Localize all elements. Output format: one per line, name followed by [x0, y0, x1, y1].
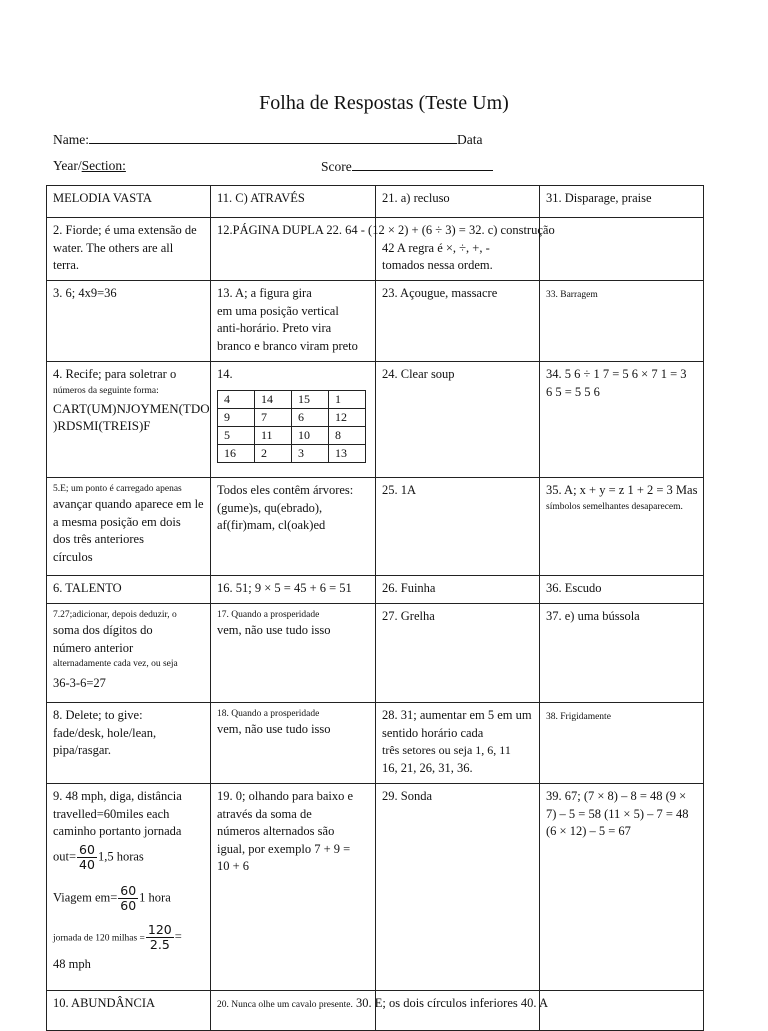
square-cell: 11 [255, 426, 292, 444]
answer-23: 23. Açougue, massacre [376, 281, 540, 362]
square-cell: 6 [292, 408, 329, 426]
square-cell: 15 [292, 390, 329, 408]
fraction: $\frac{60}{60}$ [120, 882, 137, 913]
answer-25: 25. 1A [376, 478, 540, 576]
answer-20-30-40: 20. Nunca olhe um cavalo presente. 30. E; os dois círculos inferiores 40. A [211, 991, 376, 1031]
empty-cell [540, 991, 704, 1031]
square-cell: 8 [329, 426, 366, 444]
answer-36: 36. Escudo [540, 576, 704, 604]
square-cell: 13 [329, 444, 366, 462]
answer-9: 9. 48 mph, diga, distância travelled=60miles each caminho portanto jornada out= $\frac{60}{40}$ 1,5 horas Viagem em= $\frac{60}{60}$ 1 hora jornada de 120 milhas = $\frac{120}{2.5}$ = 48 mph [47, 784, 211, 991]
square-cell: 3 [292, 444, 329, 462]
magic-square [217, 390, 366, 463]
answer-11: 11. C) ATRAVÉS [211, 186, 376, 218]
name-field [53, 131, 482, 148]
answer-6: 6. TALENTO [47, 576, 211, 604]
year-section-field [53, 158, 126, 174]
score-field [321, 158, 493, 175]
grid-row-8 [47, 703, 704, 784]
square-cell: 4 [218, 390, 255, 408]
answer-27: 27. Grelha [376, 604, 540, 703]
answer-15: Todos eles contêm árvores: (gume)s, qu(ebrado), af(fir)mam, cl(oak)ed [211, 478, 376, 576]
square-cell: 5 [218, 426, 255, 444]
square-cell: 2 [255, 444, 292, 462]
answer-33: 33. Barragem [540, 281, 704, 362]
page-title: Folha de Respostas (Teste Um) [259, 92, 509, 114]
answer-29: 29. Sonda [376, 784, 540, 991]
square-cell: 16 [218, 444, 255, 462]
square-cell: 10 [292, 426, 329, 444]
answer-12-22-32: 12.PÁGINA DUPLA 22. 64 - (12 × 2) + (6 ÷ 3) = 32. c) construção [211, 218, 376, 281]
answer-4: 4. Recife; para soletrar o números da seguinte forma: CART(UM)NJOYMEN(TDO )RDSMI(TREIS)F [47, 362, 211, 478]
answer-19: 19. 0; olhando para baixo e através da soma de números alternados são igual, por exemplo 7 + 9 = 10 + 6 [211, 784, 376, 991]
answer-35: 35. A; x + y = z 1 + 2 = 3 Mas símbolos semelhantes desaparecem. [540, 478, 704, 576]
answer-7: 7.27;adicionar, depois deduzir, o soma dos dígitos do número anterior alternadamente cada vez, ou seja 36-3-6=27 [47, 604, 211, 703]
answer-grid [46, 185, 704, 1031]
grid-row-5 [47, 478, 704, 576]
grid-row-1 [47, 186, 704, 218]
name-underline [89, 131, 457, 144]
fraction: $\frac{60}{40}$ [79, 841, 95, 872]
section-label: Section: [81, 158, 126, 173]
answer-39: 39. 67; (7 × 8) – 8 = 48 (9 × 7) – 5 = 58 (11 × 5) – 7 = 48 (6 × 12) – 5 = 67 [540, 784, 704, 991]
answer-14: 14. 4 14 15 1 9 7 6 12 5 11 10 8 16 2 3 13 [211, 362, 376, 478]
square-cell: 14 [255, 390, 292, 408]
grid-row-9 [47, 784, 704, 991]
grid-row-2 [47, 218, 704, 281]
answer-3: 3. 6; 4x9=36 [47, 281, 211, 362]
grid-row-4 [47, 362, 704, 478]
score-label: Score [321, 159, 352, 174]
empty-cell [540, 218, 704, 281]
answer-28: 28. 31; aumentar em 5 em um sentido horário cada três setores ou seja 1, 6, 11 16, 21, 26, 31, 36. [376, 703, 540, 784]
answer-17: 17. Quando a prosperidade vem, não use tudo isso [211, 604, 376, 703]
fraction: $\frac{120}{2.5}$ [147, 921, 172, 952]
answer-8: 8. Delete; to give: fade/desk, hole/lean, pipa/rasgar. [47, 703, 211, 784]
score-underline [352, 158, 493, 171]
date-label: Data [457, 132, 483, 147]
square-cell: 12 [329, 408, 366, 426]
answer-26: 26. Fuinha [376, 576, 540, 604]
square-cell: 9 [218, 408, 255, 426]
answer-24: 24. Clear soup [376, 362, 540, 478]
answer-1: MELODIA VASTA [47, 186, 211, 218]
answer-42: 42 A regra é ×, ÷, +, - tomados nessa ordem. [376, 218, 540, 281]
answer-5: 5.E; um ponto é carregado apenas avançar quando aparece em le a mesma posição em dois dos três anteriores círculos [47, 478, 211, 576]
grid-row-3 [47, 281, 704, 362]
answer-38: 38. Frigidamente [540, 703, 704, 784]
answer-13: 13. A; a figura gira em uma posição vertical anti-horário. Preto vira branco e branco viram preto [211, 281, 376, 362]
grid-row-7 [47, 604, 704, 703]
answer-21: 21. a) recluso [376, 186, 540, 218]
answer-16: 16. 51; 9 × 5 = 45 + 6 = 51 [211, 576, 376, 604]
square-cell: 7 [255, 408, 292, 426]
answer-31: 31. Disparage, praise [540, 186, 704, 218]
answer-34: 34. 5 6 ÷ 1 7 = 5 6 × 7 1 = 3 6 5 = 5 5 6 [540, 362, 704, 478]
year-label: Year/ [53, 158, 82, 173]
answer-10: 10. ABUNDÂNCIA [47, 991, 211, 1031]
answer-37: 37. e) uma bússola [540, 604, 704, 703]
answer-18: 18. Quando a prosperidade vem, não use tudo isso [211, 703, 376, 784]
answer-2: 2. Fiorde; é uma extensão de water. The others are all terra. [47, 218, 211, 281]
name-label: Name: [53, 132, 89, 147]
grid-row-10 [47, 991, 704, 1031]
grid-row-6 [47, 576, 704, 604]
square-cell: 1 [329, 390, 366, 408]
